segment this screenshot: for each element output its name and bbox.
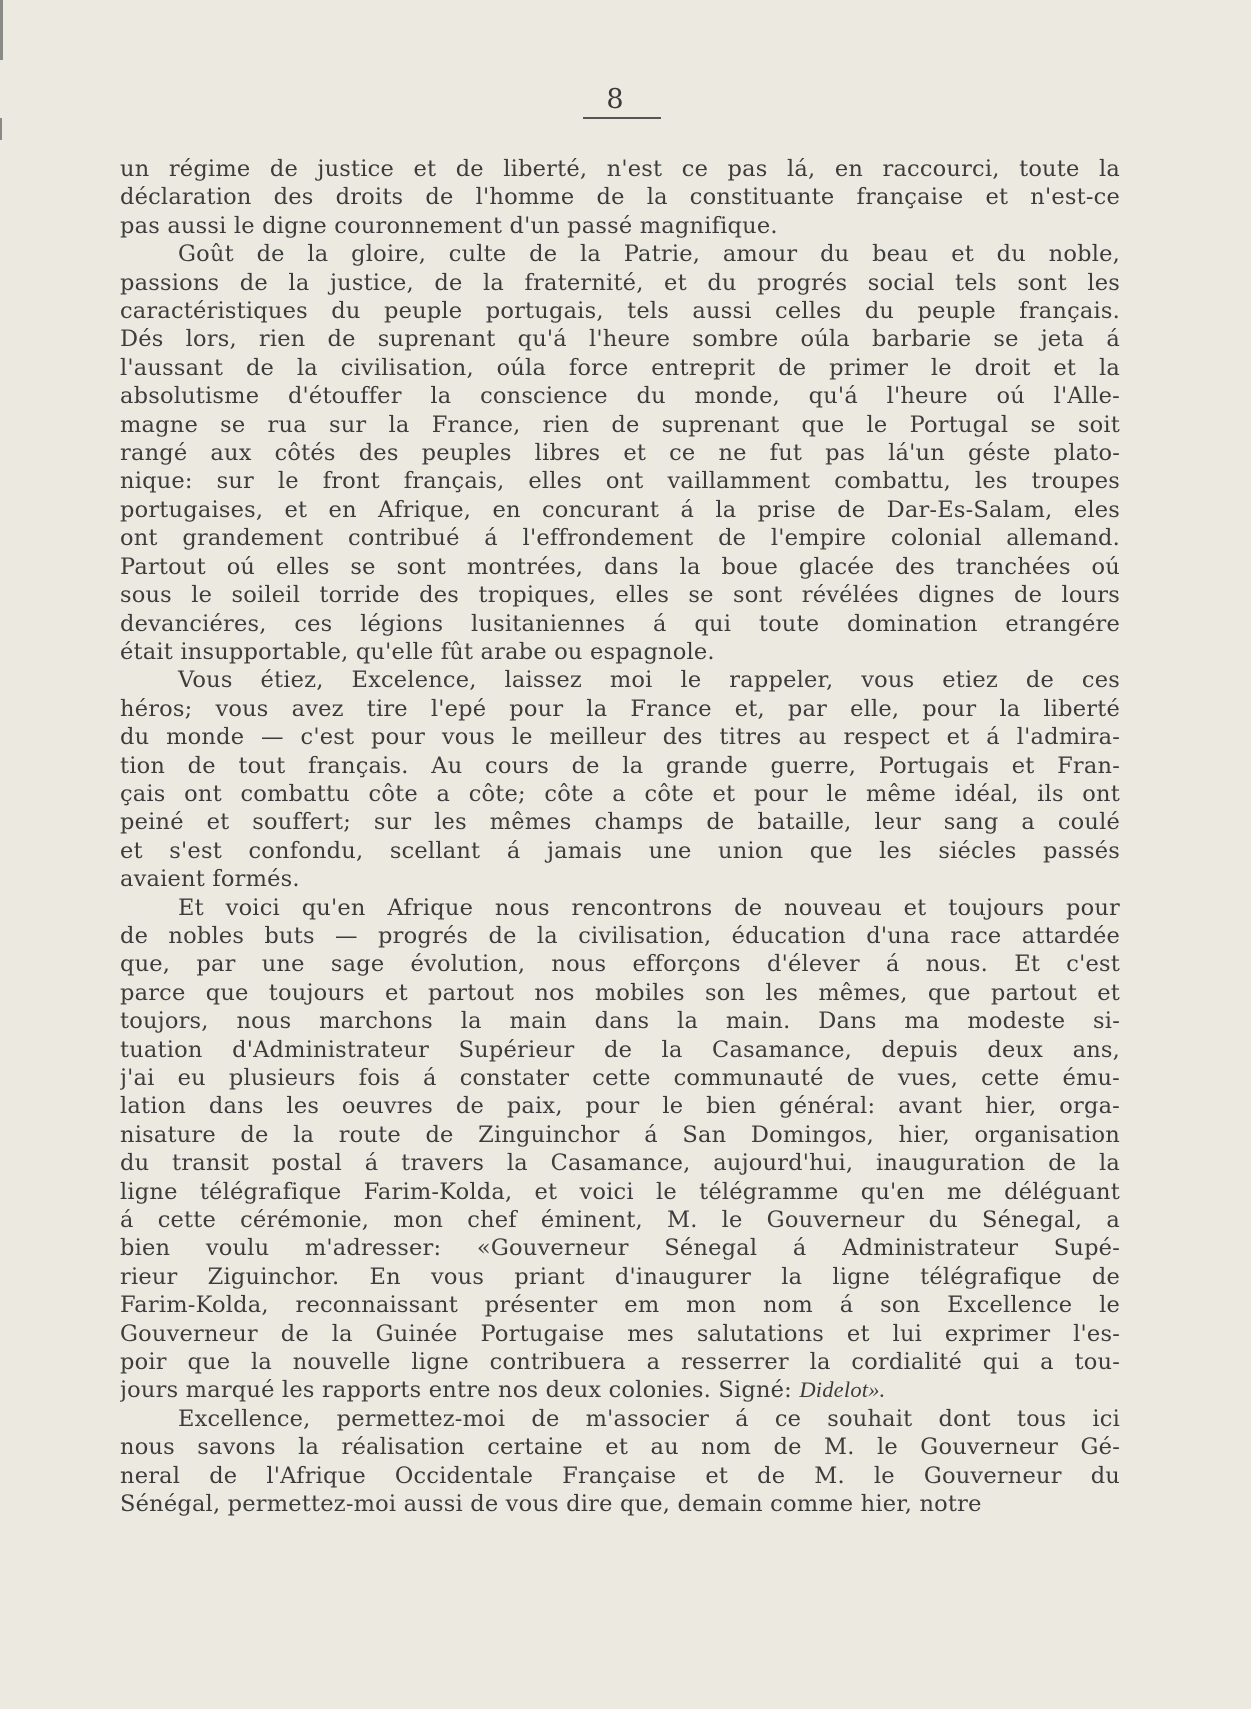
text-line: de nobles buts — progrés de la civilisation, éducation d'una race attardée [120, 922, 1120, 949]
scan-edge-mark [0, 118, 2, 140]
signature: Didelot». [799, 1377, 886, 1403]
text-line: pas aussi le digne couronnement d'un passé magnifique. [120, 212, 778, 239]
text-line: absolutisme d'étouffer la conscience du monde, qu'á l'heure oú l'Alle- [120, 383, 1120, 410]
text-line: rieur Ziguinchor. En vous priant d'inaugurer la ligne télégrafique de [120, 1263, 1120, 1290]
text-line: sous le soileil torride des tropiques, elles se sont révélées dignes de lours [120, 582, 1120, 609]
text-line: poir que la nouvelle ligne contribuera a resserrer la cordialité qui a tou- [120, 1349, 1120, 1376]
text-line: passions de la justice, de la fraternité, et du progrés social tels sont les [120, 269, 1120, 296]
text-line: Et voici qu'en Afrique nous rencontrons de nouveau et toujours pour [178, 894, 1120, 921]
page-number: 8 [606, 84, 624, 115]
text-line: jours marqué les rapports entre nos deux colonies. Signé: Didelot». [120, 1377, 886, 1404]
paragraph [120, 666, 1120, 893]
text-line: ligne télégrafique Farim-Kolda, et voici le télégramme qu'en me déléguant [120, 1178, 1120, 1205]
text-line: avaient formés. [120, 866, 300, 893]
scan-edge-mark [0, 0, 3, 60]
text-line: tuation d'Administrateur Supérieur de la Casamance, depuis deux ans, [120, 1036, 1120, 1063]
text-line: Farim-Kolda, reconnaissant présenter em mon nom á son Excellence le [120, 1292, 1120, 1319]
text-line: bien voulu m'adresser: «Gouverneur Sénegal á Administrateur Supé- [120, 1235, 1120, 1262]
text-line: du transit postal á travers la Casamance, aujourd'hui, inauguration de la [120, 1150, 1120, 1177]
paragraph [120, 1405, 1120, 1519]
text-line: un régime de justice et de liberté, n'est ce pas lá, en raccourci, toute la [120, 156, 1120, 182]
text-line: nique: sur le front français, elles ont vaillamment combattu, les troupes [120, 468, 1120, 495]
text-line: Vous étiez, Excelence, laissez moi le rappeler, vous etiez de ces [178, 667, 1120, 694]
text-line: du monde — c'est pour vous le meilleur des titres au respect et á l'admira- [120, 724, 1120, 751]
text-line: et s'est confondu, scellant á jamais une union que les siécles passés [120, 837, 1120, 864]
text-line: Gouverneur de la Guinée Portugaise mes salutations et lui exprimer l'es- [120, 1320, 1120, 1347]
text-line: neral de l'Afrique Occidentale Française et de M. le Gouverneur du [120, 1462, 1120, 1489]
text-line: Dés lors, rien de suprenant qu'á l'heure sombre oúla barbarie se jeta á [120, 326, 1120, 353]
text-line: peiné et souffert; sur les mêmes champs de bataille, leur sang a coulé [120, 809, 1120, 836]
text-line: á cette cérémonie, mon chef éminent, M. le Gouverneur du Sénegal, a [120, 1207, 1120, 1234]
text-line: était insupportable, qu'elle fût arabe ou espagnole. [120, 638, 715, 665]
page-number-underline [583, 117, 661, 119]
text-line: çais ont combattu côte a côte; côte a côte et pour le même idéal, ils ont [120, 780, 1120, 807]
text-line: j'ai eu plusieurs fois á constater cette communauté de vues, cette ému- [120, 1065, 1120, 1091]
text-line: l'aussant de la civilisation, oúla force entreprit de primer le droit et la [120, 354, 1120, 381]
text-line: parce que toujours et partout nos mobiles son les mêmes, que partout et [120, 979, 1120, 1006]
text-line: portugaises, et en Afrique, en concurant á la prise de Dar-Es-Salam, eles [120, 496, 1120, 523]
text-line: magne se rua sur la France, rien de suprenant que le Portugal se soit [120, 411, 1120, 438]
text-line: Goût de la gloire, culte de la Patrie, amour du beau et du noble, [178, 241, 1120, 268]
paragraph [120, 155, 1120, 240]
paragraph [120, 240, 1120, 666]
body-text [120, 155, 1120, 1519]
text-line: nisature de la route de Zinguinchor á San Domingos, hier, organisation [120, 1121, 1120, 1148]
text-line: déclaration des droits de l'homme de la constituante française et n'est-ce [120, 184, 1120, 211]
text-line: rangé aux côtés des peuples libres et ce ne fut pas lá'un géste plato- [120, 440, 1120, 467]
text-line: caractéristiques du peuple portugais, tels aussi celles du peuple français. [120, 298, 1120, 325]
text-line: Sénégal, permettez-moi aussi de vous dire que, demain comme hier, notre [120, 1491, 982, 1518]
text-line: tion de tout français. Au cours de la grande guerre, Portugais et Fran- [120, 752, 1120, 779]
text-line: que, par une sage évolution, nous efforçons d'élever á nous. Et c'est [120, 951, 1120, 978]
text-line: devanciéres, ces légions lusitaniennes á qui toute domination etrangére [120, 610, 1120, 637]
text-line: lation dans les oeuvres de paix, pour le bien général: avant hier, orga- [120, 1093, 1120, 1120]
text-line: nous savons la réalisation certaine et au nom de M. le Gouverneur Gé- [120, 1434, 1120, 1461]
text-line: ont grandement contribué á l'effrondement de l'empire colonial allemand. [120, 525, 1120, 552]
text-line: héros; vous avez tire l'epé pour la France et, par elle, pour la liberté [120, 695, 1120, 722]
paragraph [120, 894, 1120, 1405]
text-line: Excellence, permettez-moi de m'associer á ce souhait dont tous ici [178, 1405, 1120, 1432]
text-line: toujors, nous marchons la main dans la main. Dans ma modeste si- [120, 1008, 1120, 1035]
text-line: Partout oú elles se sont montrées, dans la boue glacée des tranchées oú [120, 553, 1120, 580]
